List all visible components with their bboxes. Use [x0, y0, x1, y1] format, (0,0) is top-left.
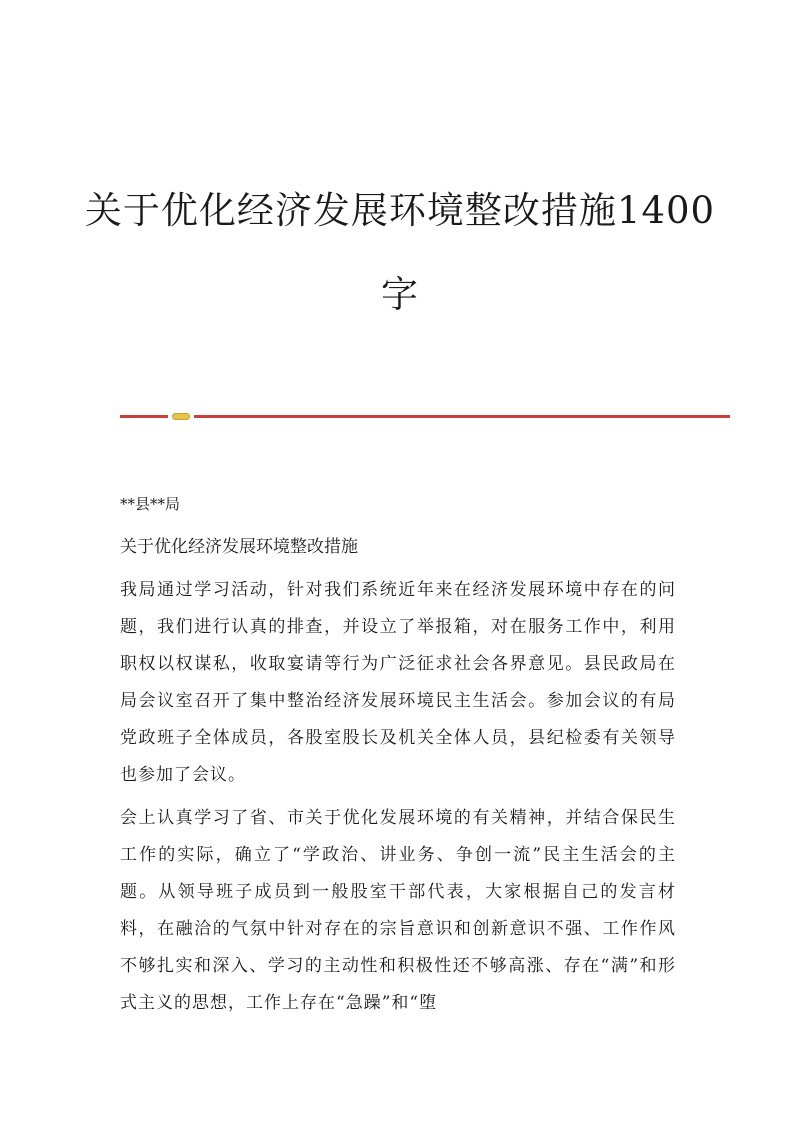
divider-line-right: [194, 415, 730, 418]
body-paragraph-1: 我局通过学习活动，针对我们系统近年来在经济发展环境中存在的问题，我们进行认真的排查，并设立了举报箱，对在服务工作中，利用职权以权谋私，收取宴请等行为广泛征求社会各界意见。县民政局在局会议室召开了集中整治经济发展环境民主生活会。参加会议的有局党政班子全体成员，各股室股长及机关全体人员，县纪检委有关领导也参加了会议。: [120, 580, 676, 785]
body-paragraph-2: 会上认真学习了省、市关于优化发展环境的有关精神，并结合保民生工作的实际，确立了“学政治、讲业务、争创一流”民主生活会的主题。从领导班子成员到一般股室干部代表，大家根据自己的发言材料，在融洽的气氛中针对存在的宗旨意识和创新意识不强、工作作风不够扎实和深入、学习的主动性和积极性还不够高涨、存在“满”和形式主义的思想，工作上存在“急躁”和“堕: [120, 808, 676, 1013]
document-title-line-2: 字: [381, 273, 419, 316]
issuing-organization: **县**局: [120, 495, 181, 513]
title-divider: [120, 413, 730, 421]
document-subtitle: 关于优化经济发展环境整改措施: [120, 537, 358, 557]
document-title-line-1: 关于优化经济发展环境整改措施1400: [84, 189, 716, 232]
divider-line-left: [120, 415, 168, 418]
divider-ornament-icon: [172, 413, 190, 420]
document-body: [120, 486, 676, 1028]
